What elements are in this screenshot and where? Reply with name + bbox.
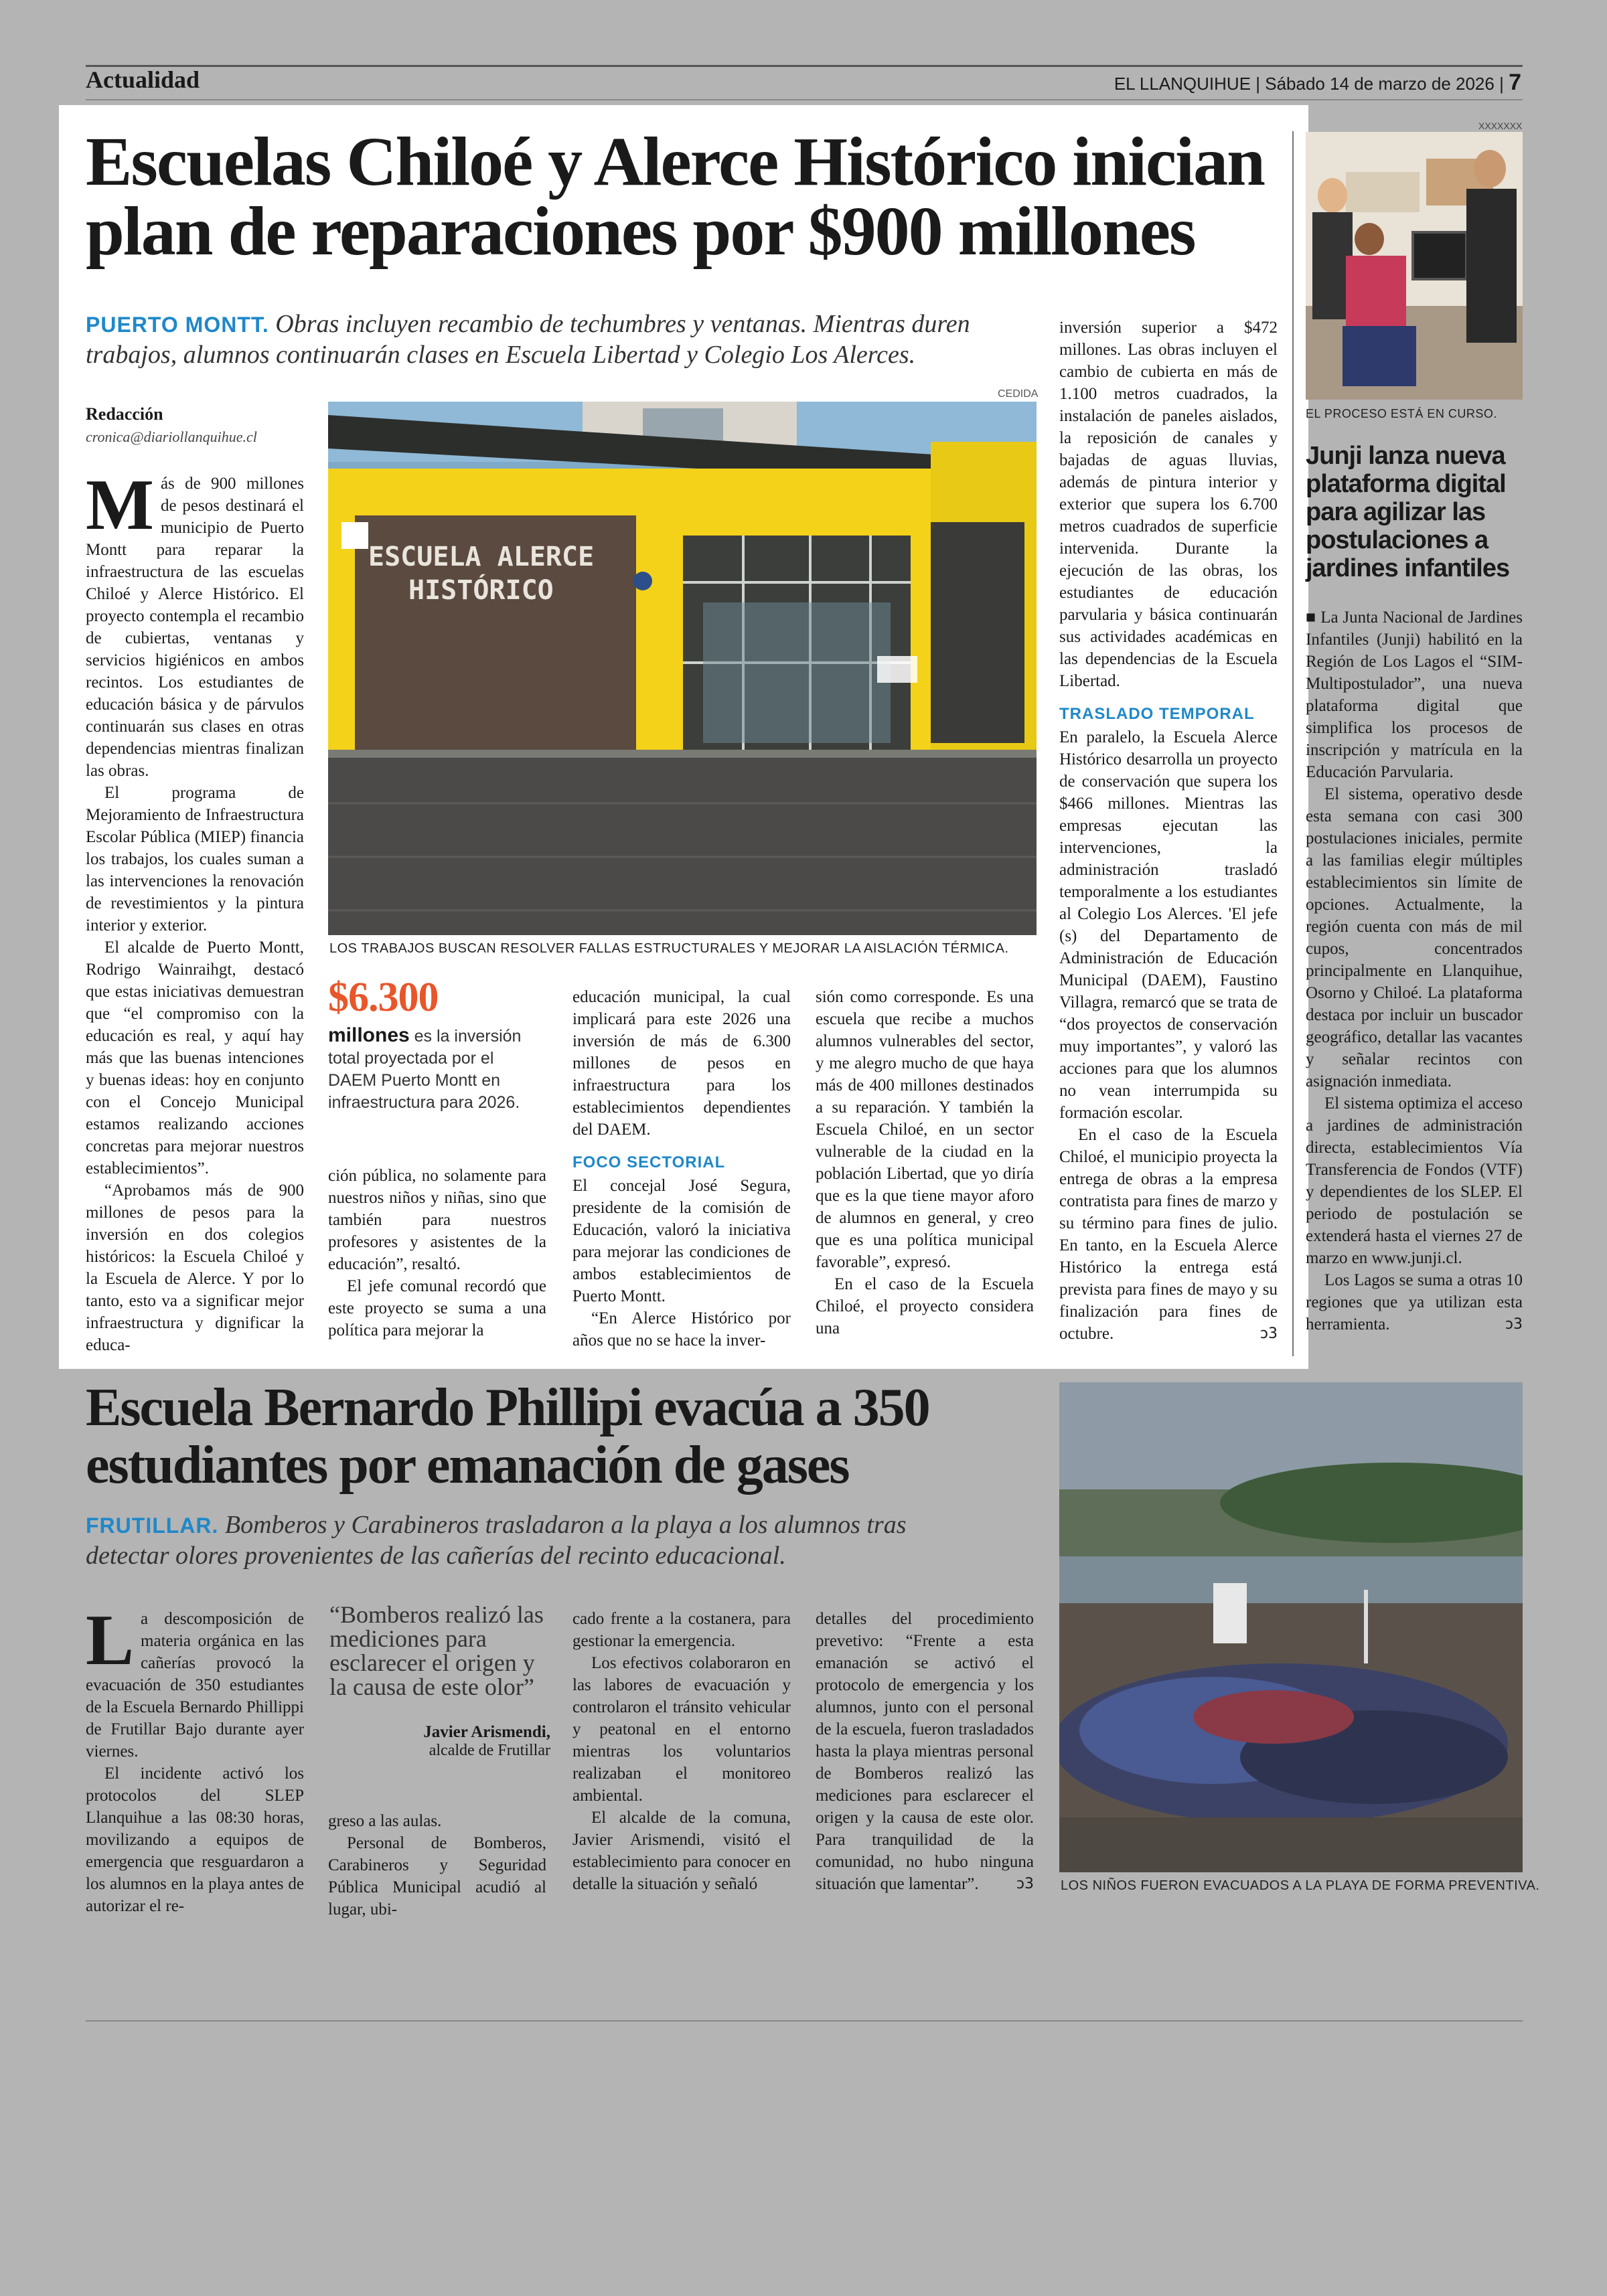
- end-mark: ↄ3: [1505, 1316, 1523, 1333]
- sidebar-caption: EL PROCESO ESTÁ EN CURSO.: [1306, 407, 1497, 420]
- article1-col4: [816, 986, 1034, 1339]
- paragraph: Personal de Bomberos, Carabineros y Seguridad Pública Municipal acudió al lugar, ubi-: [328, 1834, 546, 1918]
- paragraph: “En Alerce Histórico por años que no se hace la inver-: [572, 1309, 791, 1349]
- stat-box: [328, 974, 542, 1114]
- quote-author: Javier Arismendi,: [423, 1723, 550, 1741]
- paragraph: Los efectivos colaboraron en las labores de evacuación y controlaron el tránsito vehicular y peatonal en el entorno mientras los voluntarios realizaban el monitoreo ambiental.: [572, 1654, 791, 1805]
- headline-line: estudiantes por emanación de gases: [86, 1436, 849, 1495]
- paragraph: greso a las aulas.: [328, 1812, 442, 1830]
- paragraph: El alcalde de la comuna, Javier Arismendi, visitó el establecimiento para conocer en detalle la situación y señaló: [572, 1809, 791, 1893]
- paragraph-text: La Junta Nacional de Jardines Infantiles (Junji) habilitó en la Región de Los Lagos el “SIM-Multipostulador”, una nueva plataforma digital que simplifica los procesos de inscripción y matrícula en la Educación Parvularia.: [1306, 608, 1523, 781]
- paragraph: ás de 900 millones de pesos destinará el municipio de Puerto Montt para reparar la infraestructura de las escuelas Chiloé y Alerce Histórico. El proyecto contempla el recambio de cubiertas, ventanas y servicios higiénicos en ambos recintos. Los estudiantes de educación básica y de párvulos continuarán sus clases en otras dependencias mientras finalizan las obras.: [86, 475, 304, 780]
- folio-sep: |: [1255, 74, 1266, 94]
- folio-sep: |: [1499, 74, 1509, 94]
- dropcap: L: [86, 1601, 135, 1680]
- byline-author: Redacción: [86, 404, 163, 424]
- sidebar-photo-credit: XXXXXXX: [1478, 120, 1523, 131]
- page-folio: [1114, 70, 1521, 96]
- article1-headline: [86, 123, 1291, 270]
- sidebar-photo: [1306, 132, 1523, 400]
- section-label: Actualidad: [86, 66, 200, 93]
- article2-col4: [816, 1608, 1034, 1895]
- issue-date: Sábado 14 de marzo de 2026: [1265, 74, 1495, 94]
- article2-col2: [328, 1810, 546, 1920]
- photo-credit: CEDIDA: [998, 388, 1039, 400]
- article1-col3: [572, 986, 791, 1351]
- sidebar-headline: Junji lanza nueva plataforma digital para agilizar las postulaciones a jardines infantiles: [1306, 442, 1510, 582]
- article1-col5: [1059, 317, 1278, 1345]
- page-bottom-rule: [86, 2020, 1523, 2022]
- end-mark: ↄ3: [1259, 1325, 1278, 1342]
- crowd: [1059, 1663, 1508, 1824]
- photo-sign-line1: ESCUELA ALERCE: [368, 542, 595, 572]
- sidebar-divider: [1292, 131, 1294, 1356]
- headline-line: Escuelas Chiloé y Alerce Histórico inician: [86, 123, 1264, 200]
- paragraph: a descomposición de materia orgánica en las cañerías provocó la evacuación de 350 estudiantes de la Escuela Bernardo Phillippi de Frutillar Bajo durante ayer viernes.: [86, 1610, 304, 1760]
- paragraph: [1059, 1124, 1278, 1345]
- photo-sign-line2: HISTÓRICO: [408, 575, 554, 606]
- article2-deck: [86, 1510, 956, 1571]
- paragraph: El alcalde de Puerto Montt, Rodrigo Wainraihgt, destacó que estas iniciativas demuestran que “el compromiso con la educación es real, y aquí hay más que las buenas intenciones y buenas ideas: hoy en conjunto con el Concejo Municipal estamos realizando acciones concretas para mejorar nuestros establecimientos”.: [86, 938, 304, 1177]
- article1-kicker: PUERTO MONTT.: [86, 313, 269, 337]
- paragraph: El sistema optimiza el acceso a jardines de administración directa, establecimientos Vía Transferencia de Fondos (VTF) y dependientes de los SLEP. El periodo de postulación se extenderá hasta el viernes 27 de marzo en www.junji.cl.: [1306, 1094, 1523, 1267]
- stat-value: $6.300: [328, 975, 439, 1020]
- bullet-icon: ■: [1306, 608, 1316, 627]
- dropcap: M: [86, 465, 154, 545]
- byline-email[interactable]: cronica@diariollanquihue.cl: [86, 428, 257, 445]
- article2-headline: [86, 1379, 1023, 1495]
- article2-col3: [572, 1608, 791, 1895]
- photo-caption: LOS TRABAJOS BUSCAN RESOLVER FALLAS ESTRUCTURALES Y MEJORAR LA AISLACIÓN TÉRMICA.: [329, 941, 1009, 956]
- stat-description: es la inversión total proyectada por el DAEM Puerto Montt en infraestructura para 2026.: [328, 1027, 522, 1112]
- paragraph: sión como corresponde. Es una escuela que recibe a muchos alumnos vulnerables del sector, y me alegro mucho de que haya más de 400 millones destinados a su reparación. Y también la Escuela Chiloé, en un sector vulnerable de la ciudad en la población Libertad, que yo diría que es la que tiene mayor aforo de alumnos en general, y creo que es una política municipal favorable”, expresó.: [816, 988, 1034, 1271]
- page-number: 7: [1509, 70, 1521, 95]
- header-top-rule: [86, 65, 1523, 67]
- paragraph-text: detalles del procedimiento prevetivo: “Frente a esta emanación se activó el protocolo de emergencia y los alumnos, junto con el personal de la escuela, fueron trasladados hasta la playa mientras personal de Bomberos realizó las mediciones para esclarecer el origen y la causa de este olor. Para tranquilidad de la comunidad, no hubo ninguna situación que lamentar”.: [816, 1610, 1034, 1893]
- beach-evacuation-photo: [1059, 1382, 1523, 1872]
- paragraph: El incidente activó los protocolos del SLEP Llanquihue a las 08:30 horas, movilizando a equipos de emergencia que resguardaron a los alumnos en la playa antes de autorizar el re-: [86, 1765, 304, 1915]
- school-building-illustration: [328, 402, 1037, 935]
- paragraph: En paralelo, la Escuela Alerce Histórico desarrolla un proyecto de conservación que supera los $466 millones. Mientras las empresas ejecutan las intervenciones, la administración trasladó temporalmente a los estudiantes al Colegio Los Alerces. 'El jefe (s) del Departamento de Administración de Educación Municipal (DAEM), Faustino Villagra, remarcó que se trata de “dos proyectos de conservación muy importantes”, y valoró las acciones para que los alumnos no vean interrumpida su formación escolar.: [1059, 728, 1278, 1122]
- paragraph: El programa de Mejoramiento de Infraestructura Escolar Pública (MIEP) financia los trabajos, los cuales suman a las intervenciones la renovación de revestimientos y la pintura interior y exterior.: [86, 784, 304, 934]
- paragraph: El sistema, operativo desde esta semana con casi 300 postulaciones iniciales, permite a las familias elegir múltiples establecimientos sin límite de opciones. Actualmente, la región cuenta con más de mil cupos, concentrados principalmente en Llanquihue, Osorno y Chiloé. La plataforma destaca por incluir un buscador geográfico, detallar las vacantes y señalar recintos con asignación inmediata.: [1306, 785, 1523, 1090]
- paragraph: educación municipal, la cual implicará para este 2026 una inversión de más de 6.300 millones de pesos en infraestructura para los establecimientos dependientes del DAEM.: [572, 988, 791, 1139]
- header-bottom-rule: [86, 99, 1523, 100]
- paragraph: “Aprobamos más de 900 millones de pesos para la inversión en dos colegios históricos: la Escuela Chiloé y la Escuela de Alerce. Y por lo tanto, esto va a significar mejor infraestructura y dignificar la educa-: [86, 1181, 304, 1354]
- article1-deck: [86, 309, 1043, 370]
- paragraph: El concejal José Segura, presidente de la comisión de Educación, valoró la iniciativa para mejorar las condiciones de ambos establecimientos de Puerto Montt.: [572, 1177, 791, 1305]
- quote-text: “Bomberos realizó las mediciones para esclarecer el origen y la causa de este olor”: [329, 1601, 544, 1700]
- article1-col1: [86, 465, 304, 1356]
- subhead: TRASLADO TEMPORAL: [1059, 705, 1255, 723]
- article2-photo-caption: LOS NIÑOS FUERON EVACUADOS A LA PLAYA DE FORMA PREVENTIVA.: [1061, 1878, 1540, 1893]
- stat-unit: millones: [328, 1024, 410, 1046]
- paragraph: cado frente a la costanera, para gestionar la emergencia.: [572, 1610, 791, 1650]
- paragraph: [1306, 1269, 1523, 1335]
- paragraph-text: En el caso de la Escuela Chiloé, el municipio proyecta la entrega de obras a la empresa contratista para fines de marzo y su término para fines de julio. En tanto, en la Escuela Alerce Histórico la entrega está prevista para fines de mayo y su finalización para fines de octubre.: [1059, 1126, 1278, 1343]
- sidebar-body: [1306, 606, 1523, 1335]
- beach-scene-illustration: [1059, 1382, 1523, 1872]
- pull-quote: [329, 1603, 550, 1760]
- article2-kicker: FRUTILLAR.: [86, 1513, 219, 1538]
- headline-line: Escuela Bernardo Phillipi evacúa a 350: [86, 1378, 929, 1437]
- article2-deck-text: Bomberos y Carabineros trasladaron a la playa a los alumnos tras detectar olores provenientes de las cañerías del recinto educacional.: [86, 1511, 907, 1570]
- paragraph-text: Los Lagos se suma a otras 10 regiones que ya utilizan esta herramienta.: [1306, 1271, 1523, 1333]
- school-photo: [328, 402, 1037, 935]
- article1-col2: [328, 1165, 546, 1341]
- paragraph: ción pública, no solamente para nuestros niños y niñas, sino que también para nuestros profesores y asistentes de la educación”, resaltó.: [328, 1167, 546, 1273]
- article2-col1: [86, 1601, 304, 1917]
- headline-line: plan de reparaciones por $900 millones: [86, 193, 1195, 270]
- paragraph: En el caso de la Escuela Chiloé, el proyecto considera una: [816, 1275, 1034, 1337]
- paragraph: inversión superior a $472 millones. Las obras incluyen el cambio de cubierta en más de 1.100 metros cuadrados, la instalación de paneles aislados, la reposición de canales y bajadas de aguas lluvias, además de pintura interior y exterior que supera los 6.700 metros cuadrados de superficie intervenida. Durante la ejecución de las obras, los estudiantes de educación parvularia y básica continuarán sus actividades académicas en las dependencias de la Escuela Libertad.: [1059, 319, 1278, 690]
- office-scene-illustration: [1306, 132, 1523, 400]
- article1-deck-text: Obras incluyen recambio de techumbres y ventanas. Mientras duren trabajos, alumnos continuarán clases en Escuela Libertad y Colegio Los Alerces.: [86, 310, 970, 369]
- newspaper-name: EL LLANQUIHUE: [1114, 74, 1251, 94]
- quote-role: alcalde de Frutillar: [429, 1742, 550, 1759]
- paragraph: El jefe comunal recordó que este proyecto se suma a una política para mejorar la: [328, 1277, 546, 1339]
- subhead: FOCO SECTORIAL: [572, 1153, 726, 1171]
- end-mark: ↄ3: [1016, 1876, 1034, 1892]
